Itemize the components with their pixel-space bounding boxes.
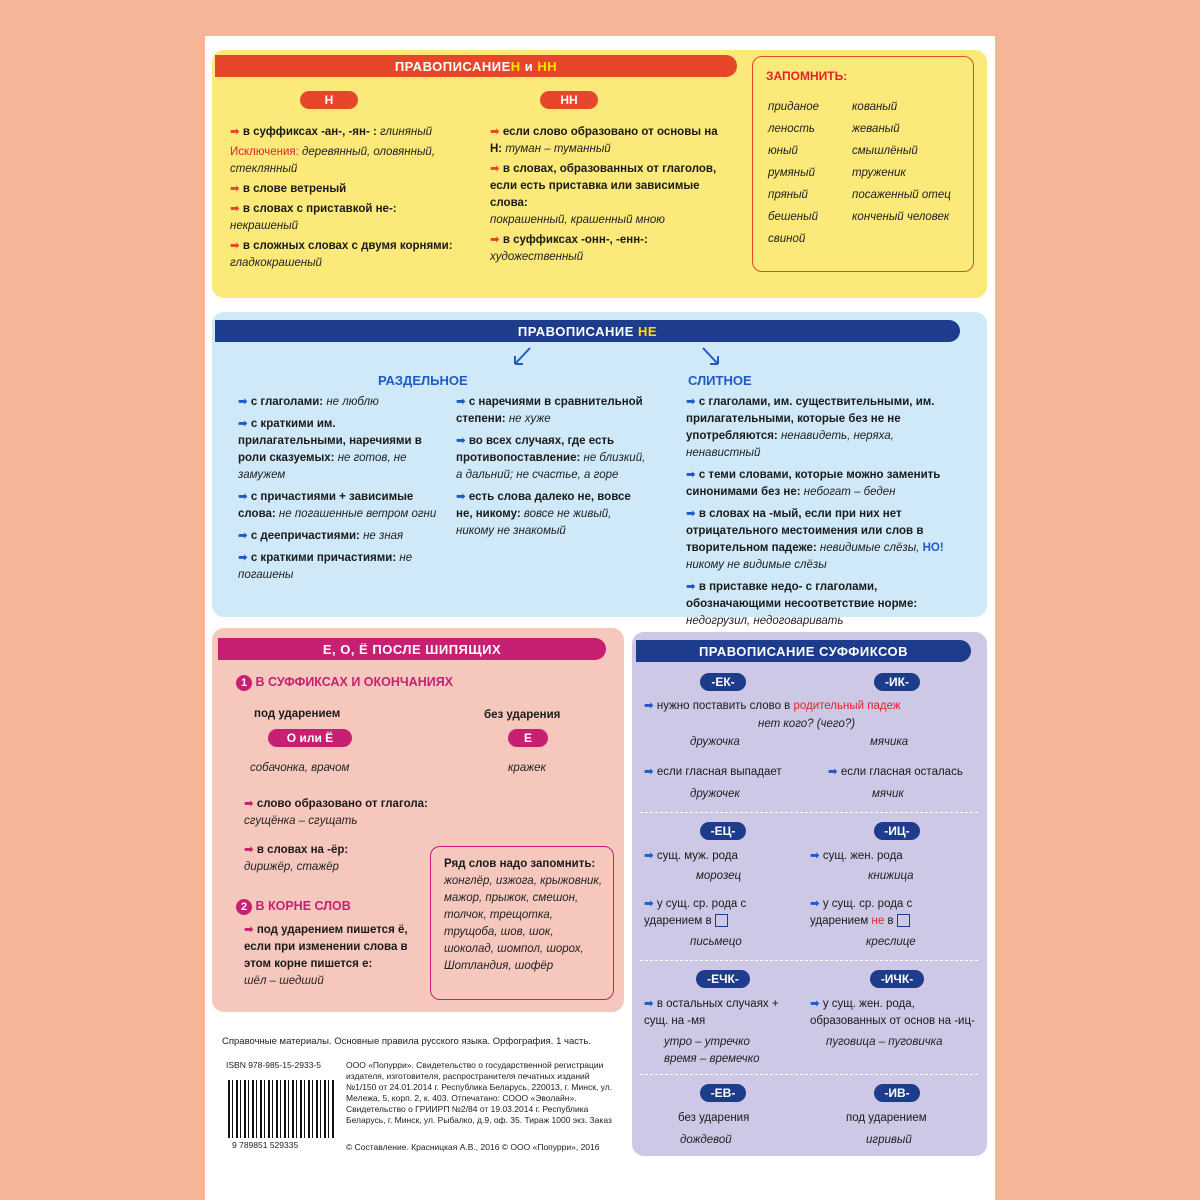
remember-word: жеваный [852,123,900,135]
remember-word: смышлёный [852,145,918,157]
nn-rule-2: ➡ в словах, образованных от глаголов, если есть приставка или зависимые слова: покрашенный, крашенный мною [490,163,717,226]
ic-rule-1: ➡ сущ. жен. рода [810,850,903,862]
remember-word: бешеный [768,211,818,223]
nn-title-nn: НН [537,58,558,74]
eo-section-2 [236,898,351,915]
ex-o: собачонка, врачом [250,762,350,774]
words-to-remember [444,856,604,975]
remember-word: посаженный отец [852,189,951,201]
ne-rule: ➡ с деепричастиями: не зная [238,530,404,542]
n-rule-3: ➡ в слове ветреный [230,183,347,195]
remember-word: кованый [852,101,898,113]
pill-e: Е [508,729,548,747]
eo-rule-er: ➡ в словах на -ёр: дирижёр, стажёр [244,844,349,873]
ne-rule: ➡ с глаголами: не люблю [238,396,379,408]
ne-rule: ➡ в словах на -мый, если при них нет отрицательного местоимения или слов в творительном падеже: невидимые слёзы, НО! никому не видимые слёзы [686,508,944,571]
ne-rule: ➡ в приставке недо- с глаголами, обозначающими несоответствие норме: недогрузил, недоговаривать [686,581,918,627]
ic-example-2: креслице [866,936,916,948]
ek-example-1: дружочка [690,736,740,748]
nn-title-n: Н [510,58,521,74]
n-pill: Н [300,91,358,109]
echk-example: утро – утречко время – времечко [664,1036,760,1065]
barcode [222,1074,340,1154]
eo-rule-verb: ➡ слово образовано от глагола: сгущёнка – сгущать [244,798,428,827]
ne-rule: ➡ с наречиями в сравнительной степени: не хуже [456,396,643,425]
remember-word: леность [768,123,815,135]
remember-right-list [852,96,970,228]
suffix-title-banner: ПРАВОПИСАНИЕ СУФФИКСОВ [636,640,971,662]
suffix-ik: -ИК- [874,673,920,691]
ne-rule: ➡ с краткими причастиями: не погашены [238,552,413,581]
suffix-ek: -ЕК- [700,673,746,691]
remember-word: конченый человек [852,211,950,223]
publisher-info: ООО «Попурри». Свидетельство о государственной регистрации издателя, изготовителя, распространителя печатных изданий №1/150 от 24.01.2014 г. Республика Беларусь, 220013, г. Минск, ул. Мележа, 5, корп. 2, к. 403. Отпечатано: СООО «Эволайн». Свидетельство о ГРИИРП №2/84 от 19.03.2014 г. Республика Беларусь, г. Минск, ул. Рыбалко, д.9, оф. 35. Тираж 1000 экз. Заказ [346,1060,613,1125]
copyright: © Составление. Красницкая А.В., 2016 © ООО «Попурри», 2016 [346,1142,600,1152]
section-number-1: 1 [236,675,252,691]
ik-example-2: мячик [872,788,904,800]
remember-word: пряный [768,189,808,201]
suffix-ic: -ИЦ- [874,822,920,840]
ne-separate-heading: РАЗДЕЛЬНОЕ [378,373,468,388]
isbn: ISBN 978-985-15-2933-5 [226,1060,321,1070]
ec-example-2: письмецо [690,936,742,948]
n-rules [230,124,465,272]
remember-word: юный [768,145,798,157]
ne-rule: ➡ с причастиями + зависимые слова: не погашенные ветром огни [238,491,437,520]
ek-rule: ➡ нужно поставить слово в родительный падеж [644,700,901,712]
ik-example-1: мячика [870,736,909,748]
echk-rule: ➡ в остальных случаях + сущ. на -мя [644,998,779,1027]
eo-title-banner: Е, О, Ё ПОСЛЕ ШИПЯЩИХ [218,638,606,660]
n-rule-4: ➡ в словах с приставкой не-: некрашеный [230,203,397,232]
ne-together-heading: СЛИТНОЕ [688,373,752,388]
nn-rule-1: ➡ если слово образовано от основы на Н: туман – туманный [490,126,718,155]
ec-example-1: морозец [696,870,742,882]
n-rule-5: ➡ в сложных словах с двумя корнями: гладкокрашеный [230,240,453,269]
iv-example: игривый [866,1134,912,1146]
remember-word: труженик [852,167,906,179]
suffix-echk: -ЕЧК- [696,970,750,988]
suffix-iv: -ИВ- [874,1084,920,1102]
eo-rule-root: ➡ под ударением пишется ё, если при изменении слова в этом корне пишется е: шёл – шедший [244,924,408,987]
ne-title-banner [215,320,960,342]
ec-rule-2: ➡ у сущ. ср. рода с ударением в [644,898,747,927]
arrow-down-left-icon [505,346,535,370]
ne-rule: ➡ во всех случаях, где есть противопоставление: не близкий, а дальний; не счастье, а горе [456,435,646,481]
stress-box-icon [897,914,910,927]
ichk-example: пуговица – пуговичка [826,1036,943,1048]
section-number-2: 2 [236,899,252,915]
nn-title-pre: ПРАВОПИСАНИЕ [394,58,511,74]
barcode-number: 9 789851 529335 [232,1140,299,1150]
ne-title-ne: НЕ [638,323,658,339]
divider [640,1074,978,1075]
series-title: Справочные материалы. Основные правила русского языка. Орфография. 1 часть. [222,1036,591,1047]
ev-example: дождевой [680,1134,732,1146]
suffix-ev: -ЕВ- [700,1084,746,1102]
eo-stressed: под ударением [254,708,341,720]
ne-col-1 [238,394,438,584]
remember-word: приданое [768,101,819,113]
ic-example-1: книжица [868,870,914,882]
ex-e: кражек [508,762,546,774]
ic-rule-2: ➡ у сущ. ср. рода с ударением не в [810,898,913,927]
ne-rule: ➡ с краткими им. прилагательными, наречиями в роли сказуемых: не готов, не замужем [238,418,422,481]
ik-rule-2: ➡ если гласная осталась [828,766,963,778]
section-2-label: В КОРНЕ СЛОВ [255,899,351,913]
ne-col-3 [686,394,968,630]
pill-o-or-yo: О или Ё [268,729,352,747]
ec-rule-1: ➡ сущ. муж. рода [644,850,738,862]
ichk-rule: ➡ у сущ. жен. рода, образованных от основ на -иц- [810,998,975,1027]
words-list: жонглёр, изжога, крыжовник, мажор, прыжок, смешон, толчок, трещотка, трущоба, шов, шок, шоколад, шомпол, шорох, Шотландия, шофёр [444,875,603,972]
remember-word: свиной [768,233,806,245]
n-rule-exceptions: Исключения: деревянный, оловянный, стеклянный [230,146,436,175]
arrow-down-right-icon [698,346,728,370]
nn-title-and: и [520,58,538,74]
ne-rule: ➡ с глаголами, им. существительными, им. прилагательными, которые без не не употребляются: ненавидеть, неряха, ненавистный [686,396,935,459]
nn-title-banner [215,55,737,77]
ek-question: нет кого? (чего?) [758,718,856,730]
stress-box-icon [715,914,728,927]
section-1-label: В СУФФИКСАХ И ОКОНЧАНИЯХ [255,675,454,689]
suffix-ec: -ЕЦ- [700,822,746,840]
ek-rule-2: ➡ если гласная выпадает [644,766,782,778]
divider [640,960,978,961]
iv-rule: под ударением [846,1112,927,1124]
remember-title: ЗАПОМНИТЬ: [766,69,848,83]
ek-example-2: дружочек [690,788,740,800]
divider [640,812,978,813]
eo-section-1 [236,674,453,691]
ev-rule: без ударения [678,1112,750,1124]
nn-rules [490,124,720,266]
nn-rule-3: ➡ в суффиксах -онн-, -енн-: художественный [490,234,648,263]
suffix-ichk: -ИЧК- [870,970,924,988]
ne-rule: ➡ есть слова далеко не, вовсе не, никому: вовсе не живый, никому не знакомый [456,491,631,537]
words-title: Ряд слов надо запомнить: [444,858,596,870]
remember-word: румяный [768,167,815,179]
ne-rule: ➡ с теми словами, которые можно заменить синонимами без не: небогат – беден [686,469,941,498]
barcode-bars [228,1080,334,1138]
nn-pill: НН [540,91,598,109]
ne-col-2 [456,394,646,540]
eo-unstressed: без ударения [484,709,561,721]
ne-title-pre: ПРАВОПИСАНИЕ [517,323,639,339]
n-rule-1: ➡ в суффиксах -ан-, -ян- : глиняный [230,126,433,138]
remember-left-list [768,96,848,250]
